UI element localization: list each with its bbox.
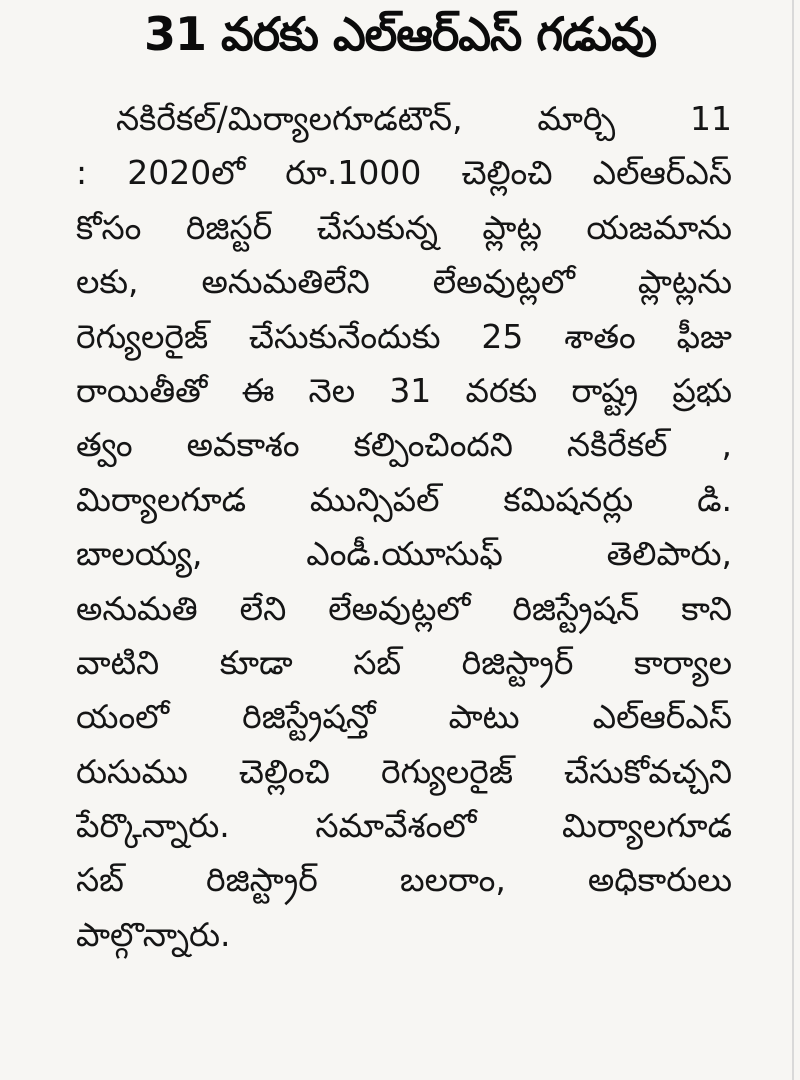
article-body (76, 92, 732, 962)
article-line: రుసుము చెల్లించి రెగ్యులరైజ్ చేసుకోవచ్చని (76, 751, 732, 791)
article-line: మిర్యాలగూడ మున్సిపల్ కమిషనర్లు డి. (76, 479, 732, 519)
article-line: పాల్గొన్నారు. (76, 914, 231, 954)
article-line: వాటిని కూడా సబ్ రిజిస్ట్రార్ కార్యాల (76, 642, 732, 682)
article-line: లకు, అనుమతిలేని లేఅవుట్లలో ప్లాట్లను (76, 262, 732, 302)
article-line: సబ్ రిజిస్ట్రార్ బలరాం, అధికారులు (76, 860, 732, 900)
article-line: యంలో రిజిస్ట్రేషన్తో పాటు ఎల్ఆర్ఎస్ (76, 697, 732, 737)
headline: 31 వరకు ఎల్ఆర్ఎస్ గడువు (144, 7, 656, 61)
article-line: బాలయ్య, ఎండీ.యూసుఫ్ తెలిపారు, (76, 534, 732, 574)
article-line: : 2020లో రూ.1000 చెల్లించి ఎల్ఆర్ఎస్ (76, 153, 732, 193)
article-line: కోసం రిజిస్టర్ చేసుకున్న ప్లాట్ల యజమాను (76, 207, 732, 247)
article-line: పేర్కొన్నారు. సమావేశంలో మిర్యాలగూడ (76, 806, 732, 846)
article-line: రెగ్యులరైజ్ చేసుకునేందుకు 25 శాతం ఫీజు (76, 316, 732, 356)
article-line: నకిరేకల్/మిర్యాలగూడటౌన్, మార్చి 11 (116, 99, 732, 138)
article-line: త్వం అవకాశం కల్పించిందని నకిరేకల్ , (76, 425, 732, 465)
article-line: అనుమతి లేని లేఅవుట్లలో రిజిస్ట్రేషన్ కాని (76, 588, 732, 628)
article-line: రాయితీతో ఈ నెల 31 వరకు రాష్ట్ర ప్రభు (76, 370, 732, 410)
column-rule (792, 0, 794, 1080)
